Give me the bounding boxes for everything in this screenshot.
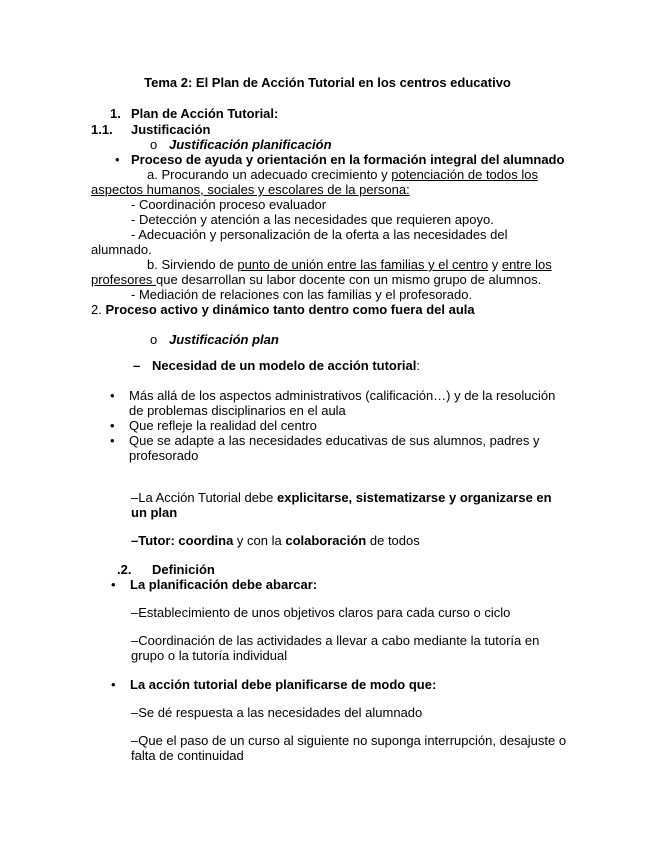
list-a-item: - Coordinación proceso evaluador: [131, 197, 327, 212]
necesidad-colon: :: [416, 358, 421, 373]
list-item: Que refleje la realidad del centro: [129, 418, 317, 433]
list-a-item: - Detección y atención a las necesidades que requieren apoyo.: [131, 212, 494, 227]
abarcar-heading: La planificación debe abarcar:: [130, 577, 318, 592]
accion-tutorial-text: –La Acción Tutorial debe: [131, 490, 277, 505]
item-a-text: a. Procurando un adecuado crecimiento y: [147, 167, 392, 182]
section-1-number: 1.: [110, 106, 121, 121]
proceso-activo-line: [91, 302, 475, 318]
bullet-icon: •: [111, 677, 116, 692]
item-b-underlined-3: profesores: [91, 272, 157, 287]
tutor-text-2: de todos: [366, 533, 420, 548]
list-item-continued: profesorado: [129, 448, 199, 463]
circle-bullet-icon: o: [150, 137, 158, 152]
necesidad-line: [152, 358, 420, 374]
list-item-continued: de problemas disciplinarios en el aula: [129, 403, 346, 418]
list-a-item-continued: alumnado.: [91, 242, 152, 257]
abarcar-item: –Coordinación de las actividades a llevar a cabo mediante la tutoría en: [131, 633, 540, 648]
circle-bullet-icon: o: [150, 332, 158, 347]
proceso-activo-heading: Proceso activo y dinámico tanto dentro como fuera del aula: [105, 302, 475, 317]
section-1-2-number: .2.: [117, 562, 132, 577]
proceso-activo-number: 2.: [91, 302, 106, 317]
bullet-icon: •: [110, 418, 115, 433]
list-b-item: - Mediación de relaciones con las familias y el profesorado.: [131, 287, 473, 302]
planificarse-item: –Que el paso de un curso al siguiente no suponga interrupción, desajuste o: [131, 733, 567, 748]
planificarse-item: –Se dé respuesta a las necesidades del alumnado: [131, 705, 423, 720]
bullet-icon: •: [110, 433, 115, 448]
proceso-ayuda-heading: Proceso de ayuda y orientación en la formación integral del alumnado: [131, 152, 565, 167]
section-1-1-number: 1.1.: [91, 122, 113, 137]
item-b-line-2: [91, 272, 541, 288]
section-1-heading: Plan de Acción Tutorial:: [131, 106, 279, 121]
accion-tutorial-line-2: un plan: [131, 505, 178, 520]
section-1-2-heading: Definición: [152, 562, 215, 577]
dash-icon: –: [133, 358, 141, 373]
list-item: Que se adapte a las necesidades educativas de sus alumnos, padres y: [129, 433, 540, 448]
item-b-text-2: y: [488, 257, 502, 272]
item-b-underlined-1: punto de unión entre las familias y el centro: [237, 257, 489, 272]
page-title: Tema 2: El Plan de Acción Tutorial en los centros educativo: [144, 75, 511, 90]
tutor-bold: –Tutor: coordina: [131, 533, 234, 548]
item-a-underlined: potenciación de todos los: [391, 167, 538, 182]
tutor-text: y con la: [233, 533, 286, 548]
list-a-item: - Adecuación y personalización de la oferta a las necesidades del: [131, 227, 508, 242]
necesidad-heading: Necesidad de un modelo de acción tutorial: [152, 358, 417, 373]
bullet-icon: •: [110, 388, 115, 403]
planificarse-heading: La acción tutorial debe planificarse de modo que:: [130, 677, 437, 692]
tutor-bold-2: colaboración: [285, 533, 367, 548]
bullet-icon: •: [111, 577, 116, 592]
planificarse-item-continued: falta de continuidad: [131, 748, 244, 763]
item-b-line-1: [147, 257, 552, 273]
subheading-justificacion-planificacion: Justificación planificación: [169, 137, 332, 152]
item-a-line-2: aspectos humanos, sociales y escolares de la persona:: [91, 182, 410, 197]
tutor-line: [131, 533, 420, 549]
item-a-line-1: [147, 167, 538, 183]
item-b-text: b. Sirviendo de: [147, 257, 238, 272]
item-b-underlined-2: entre los: [501, 257, 552, 272]
subheading-justificacion-plan: Justificación plan: [169, 332, 279, 347]
abarcar-item: –Establecimiento de unos objetivos claros para cada curso o ciclo: [131, 605, 511, 620]
item-b-text-3: que desarrollan su labor docente con un mismo grupo de alumnos.: [156, 272, 542, 287]
list-item: Más allá de los aspectos administrativos (calificación…) y de la resolución: [129, 388, 556, 403]
accion-tutorial-line-1: [131, 490, 552, 506]
abarcar-item-continued: grupo o la tutoría individual: [131, 648, 288, 663]
section-1-1-heading: Justificación: [131, 122, 211, 137]
accion-tutorial-bold: explicitarse, sistematizarse y organizarse en: [277, 490, 552, 505]
bullet-icon: •: [115, 152, 120, 167]
